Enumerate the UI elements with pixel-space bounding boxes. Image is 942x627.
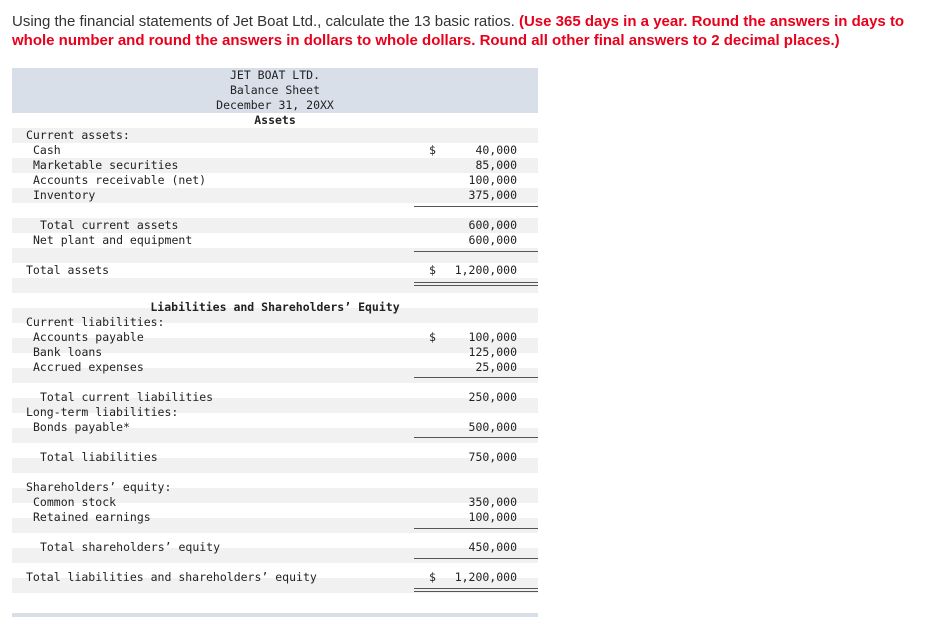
dollar-sign: $ bbox=[429, 330, 436, 344]
dollar-sign: $ bbox=[429, 570, 436, 584]
current-liabilities-label: Current liabilities: bbox=[26, 315, 165, 329]
statement-title: Balance Sheet bbox=[229, 83, 320, 97]
bank-loans-value: 125,000 bbox=[468, 345, 517, 359]
equity-label: Shareholders’ equity: bbox=[26, 480, 172, 494]
total-liabilities-value: 750,000 bbox=[468, 450, 517, 464]
common-stock-value: 350,000 bbox=[468, 495, 517, 509]
securities-label: Marketable securities bbox=[33, 158, 179, 172]
current-assets-label: Current assets: bbox=[26, 128, 130, 142]
cash-value: 40,000 bbox=[475, 143, 517, 157]
instructions-emphasis: (Use 365 days in a year. Round the answers in days to whole number and round the answers in dollars to whole dollars. Round all other final answers to 2 decimal places.) bbox=[12, 13, 905, 49]
total-assets-value: 1,200,000 bbox=[454, 263, 517, 277]
dollar-sign: $ bbox=[429, 263, 436, 277]
plant-label: Net plant and equipment bbox=[33, 233, 193, 247]
long-term-liabilities-label: Long-term liabilities: bbox=[26, 405, 179, 419]
total-equity-label: Total shareholders’ equity bbox=[40, 540, 221, 554]
total-current-liabilities-label: Total current liabilities bbox=[40, 390, 214, 404]
total-equity-value: 450,000 bbox=[468, 540, 517, 554]
payable-value: 100,000 bbox=[468, 330, 517, 344]
double-rule bbox=[414, 588, 538, 589]
grand-total-label: Total liabilities and shareholders’ equity bbox=[26, 570, 317, 584]
receivable-value: 100,000 bbox=[468, 173, 517, 187]
instructions-text: Using the financial statements of Jet Boat Ltd., calculate the 13 basic ratios. bbox=[12, 13, 519, 30]
dollar-sign: $ bbox=[429, 143, 436, 157]
inventory-label: Inventory bbox=[33, 188, 96, 202]
balance-sheet-table bbox=[12, 68, 538, 618]
statement-date: December 31, 20XX bbox=[216, 98, 334, 112]
subtotal-rule bbox=[414, 377, 538, 378]
subtotal-rule bbox=[414, 558, 538, 559]
total-current-assets-label: Total current assets bbox=[40, 218, 179, 232]
bonds-label: Bonds payable* bbox=[33, 420, 130, 434]
double-rule bbox=[414, 591, 538, 592]
subtotal-rule bbox=[414, 206, 538, 207]
bonds-value: 500,000 bbox=[468, 420, 517, 434]
retained-earnings-value: 100,000 bbox=[468, 510, 517, 524]
inventory-value: 375,000 bbox=[468, 188, 517, 202]
receivable-label: Accounts receivable (net) bbox=[33, 173, 207, 187]
bank-loans-label: Bank loans bbox=[33, 345, 103, 359]
double-rule bbox=[414, 285, 538, 286]
subtotal-rule bbox=[414, 528, 538, 529]
plant-value: 600,000 bbox=[468, 233, 517, 247]
assets-heading: Assets bbox=[254, 113, 296, 127]
accrued-value: 25,000 bbox=[475, 360, 517, 374]
double-rule bbox=[414, 282, 538, 283]
total-current-assets-value: 600,000 bbox=[468, 218, 517, 232]
company-name: JET BOAT LTD. bbox=[229, 68, 320, 82]
total-liabilities-label: Total liabilities bbox=[40, 450, 158, 464]
table-footer-band bbox=[12, 613, 538, 617]
total-assets-label: Total assets bbox=[26, 263, 110, 277]
question-instructions bbox=[12, 12, 937, 50]
subtotal-rule bbox=[414, 251, 538, 252]
liabilities-heading: Liabilities and Shareholders’ Equity bbox=[150, 300, 400, 314]
common-stock-label: Common stock bbox=[33, 495, 117, 509]
payable-label: Accounts payable bbox=[33, 330, 144, 344]
total-current-liabilities-value: 250,000 bbox=[468, 390, 517, 404]
grand-total-value: 1,200,000 bbox=[454, 570, 517, 584]
cash-label: Cash bbox=[33, 143, 61, 157]
accrued-label: Accrued expenses bbox=[33, 360, 144, 374]
subtotal-rule bbox=[414, 437, 538, 438]
securities-value: 85,000 bbox=[475, 158, 517, 172]
retained-earnings-label: Retained earnings bbox=[33, 510, 151, 524]
